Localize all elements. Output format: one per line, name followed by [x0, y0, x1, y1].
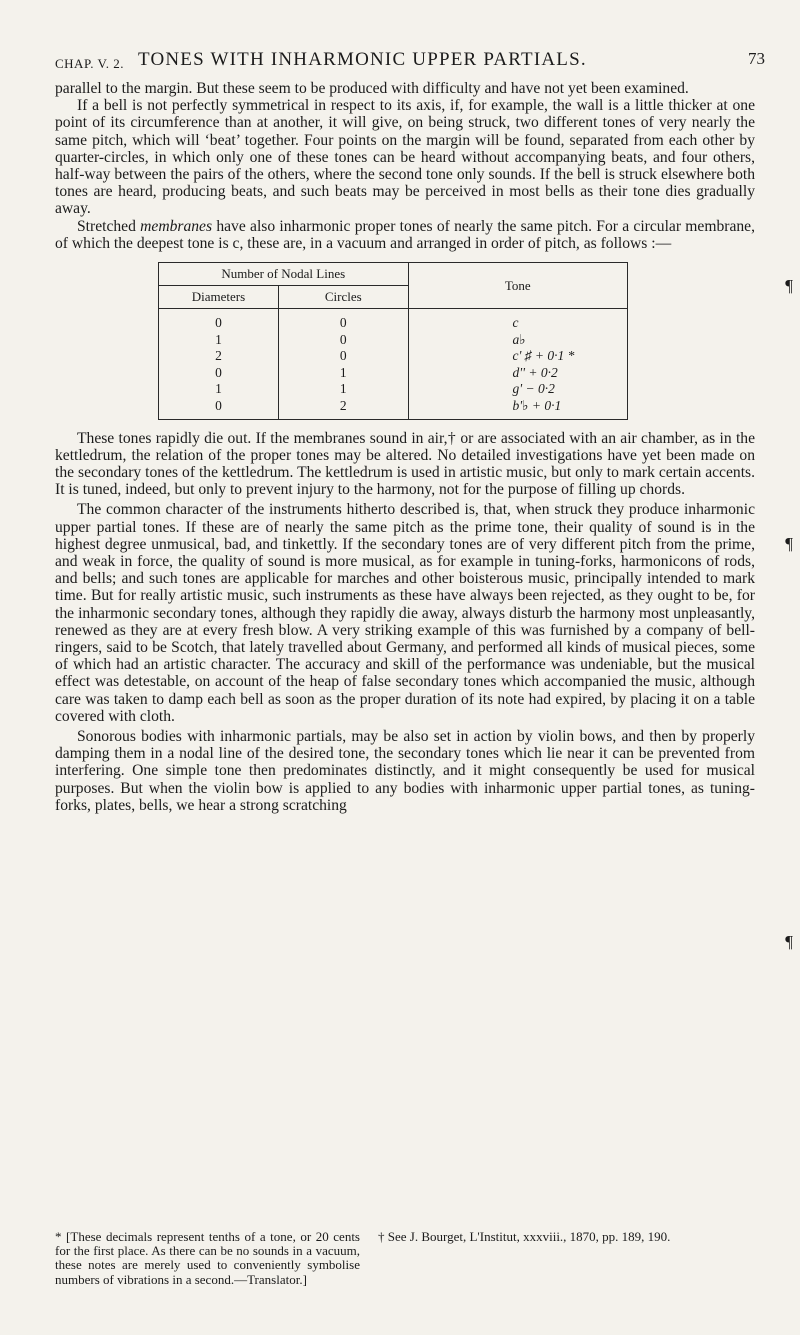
paragraph-3-start: Stretched — [77, 217, 141, 235]
table-cell: 0 — [339, 315, 347, 331]
margin-mark: ¶ — [785, 931, 793, 951]
table-cell: 1 — [215, 381, 222, 397]
paragraph-3-emphasis: membranes — [140, 217, 213, 235]
table-cell: d'' + 0·2 — [512, 364, 558, 380]
table-cell: 1 — [339, 364, 347, 380]
running-title: TONES WITH INHARMONIC UPPER PARTIALS. — [138, 49, 587, 70]
table-cell: 0 — [339, 331, 347, 347]
table-header-tone: Tone — [408, 263, 627, 309]
margin-mark: ¶ — [785, 276, 793, 295]
body-text-continued — [55, 429, 793, 951]
footnote-2: † See J. Bourget, L'Institut, xxxviii., 1870, pp. 189, 190. — [378, 1229, 671, 1244]
table-header-circles: Circles — [278, 286, 408, 309]
paragraph-3 — [55, 218, 755, 252]
paragraph-1: parallel to the margin. But these seem to be produced with difficulty and have not yet been examined. — [55, 80, 689, 97]
table-group-header: Number of Nodal Lines — [159, 263, 409, 286]
body-text — [55, 80, 793, 951]
footnote-1: * [These decimals represent tenths of a tone, or 20 cents for the first place. As there can be no sounds in a vacuum, these notes are merely used to conveniently symbolise numbers of vibrations in a second.—Translator.] — [55, 1229, 360, 1287]
table-cell: 2 — [339, 398, 347, 413]
paragraph-5: The common character of the instruments hitherto described is, that, when struck they produce inharmonic upper partial tones. If these are of nearly the same pitch as the prime tone, their quality of sound is in the highest degree unmusical, bad, and tinkettly. If the secondary tones are of very different pitch from the prime, and weak in force, the quality of sound is more musical, as for example in tuning-forks, harmonicons of rods, and bells; and such tones are applicable for marches and other boisterous music, principally intended to mark time. But for really artistic music, such instruments as these have always been rejected, as they ought to be, for the inharmonic secondary tones, although they rapidly die away, always disturb the harmony most unpleasantly, renewed as they are at every fresh blow. A very striking example of this was furnished by a company of bell-ringers, said to be Scotch, that lately travelled about Germany, and performed all kinds of musical pieces, some of which had an artistic character. The accuracy and skill of the performance was undeniable, but the musical effect was detestable, on account of the heap of false secondary tones which accompanied the music, although care was taken to damp each bell as soon as the proper duration of its note had expired, by placing it on a table covered with cloth. — [55, 501, 755, 725]
table-cell: 0 — [339, 348, 347, 364]
table-cell: a♭ — [512, 331, 526, 347]
circles-column — [278, 309, 408, 420]
nodal-lines-table — [158, 262, 628, 420]
table-cell: 0 — [215, 315, 222, 331]
page-number: 73 — [748, 49, 765, 68]
diameters-column — [159, 309, 279, 420]
table-cell: 0 — [215, 398, 222, 413]
paragraph-2: If a bell is not perfectly symmetrical in respect to its axis, if, for example, the wall is a little thicker at one point of its circumference than at another, it will give, on being struck, two different tones of very nearly the same pitch, which will ‘beat’ together. Four points on the margin will be found, separated from each other by quarter-circles, in which only one of these tones can be heard without accompanying beats, and four others, half-way between the pairs of the others, where the second tone only sounds. If the bell is struck elsewhere both tones are heard, producing beats, and such beats may be perceived in most bells as their tone dies gradually away. — [55, 97, 755, 218]
table-cell: 1 — [215, 331, 222, 347]
table-cell: 0 — [215, 364, 222, 380]
running-header — [55, 44, 765, 74]
tone-column — [408, 309, 627, 420]
page — [55, 44, 793, 951]
paragraph-4: These tones rapidly die out. If the membranes sound in air,† or are associated with an air chamber, as in the kettledrum, the relation of the proper tones may be altered. No detailed investigations have yet been made on the secondary tones of the kettledrum. The kettledrum is used in artistic music, but only to mark certain accents. It is tuned, indeed, but only to prevent injury to the harmony, not for the purpose of filling up chords. — [55, 429, 755, 499]
table-cell: c — [512, 315, 519, 331]
paragraph-3-end: have also inharmonic proper tones of nearly the same pitch. For a circular membrane, of which the deepest tone is c, these are, in a vacuum and arranged in order of pitch, as follows :— — [55, 217, 755, 252]
table-cell: b'♭ + 0·1 — [512, 398, 562, 413]
table-cell: 2 — [215, 348, 222, 364]
table-cell: g' − 0·2 — [512, 381, 555, 397]
margin-mark: ¶ — [785, 533, 793, 553]
footnotes — [55, 1230, 755, 1287]
table-header-diameters: Diameters — [159, 286, 279, 309]
chapter-label: CHAP. V. 2. — [55, 56, 124, 71]
table-cell: 1 — [339, 381, 347, 397]
paragraph-6: Sonorous bodies with inharmonic partials, may be also set in action by violin bows, and then by properly damping them in a nodal line of the desired tone, the secondary tones which lie near it can be prevented from interfering. One simple tone then predominates distinctly, and it might consequently be used for musical purposes. But when the violin bow is applied to any bodies with inharmonic upper partial tones, as tuning-forks, plates, bells, we hear a strong scratching — [55, 728, 755, 814]
table-cell: c' ♯ + 0·1 * — [512, 348, 575, 364]
